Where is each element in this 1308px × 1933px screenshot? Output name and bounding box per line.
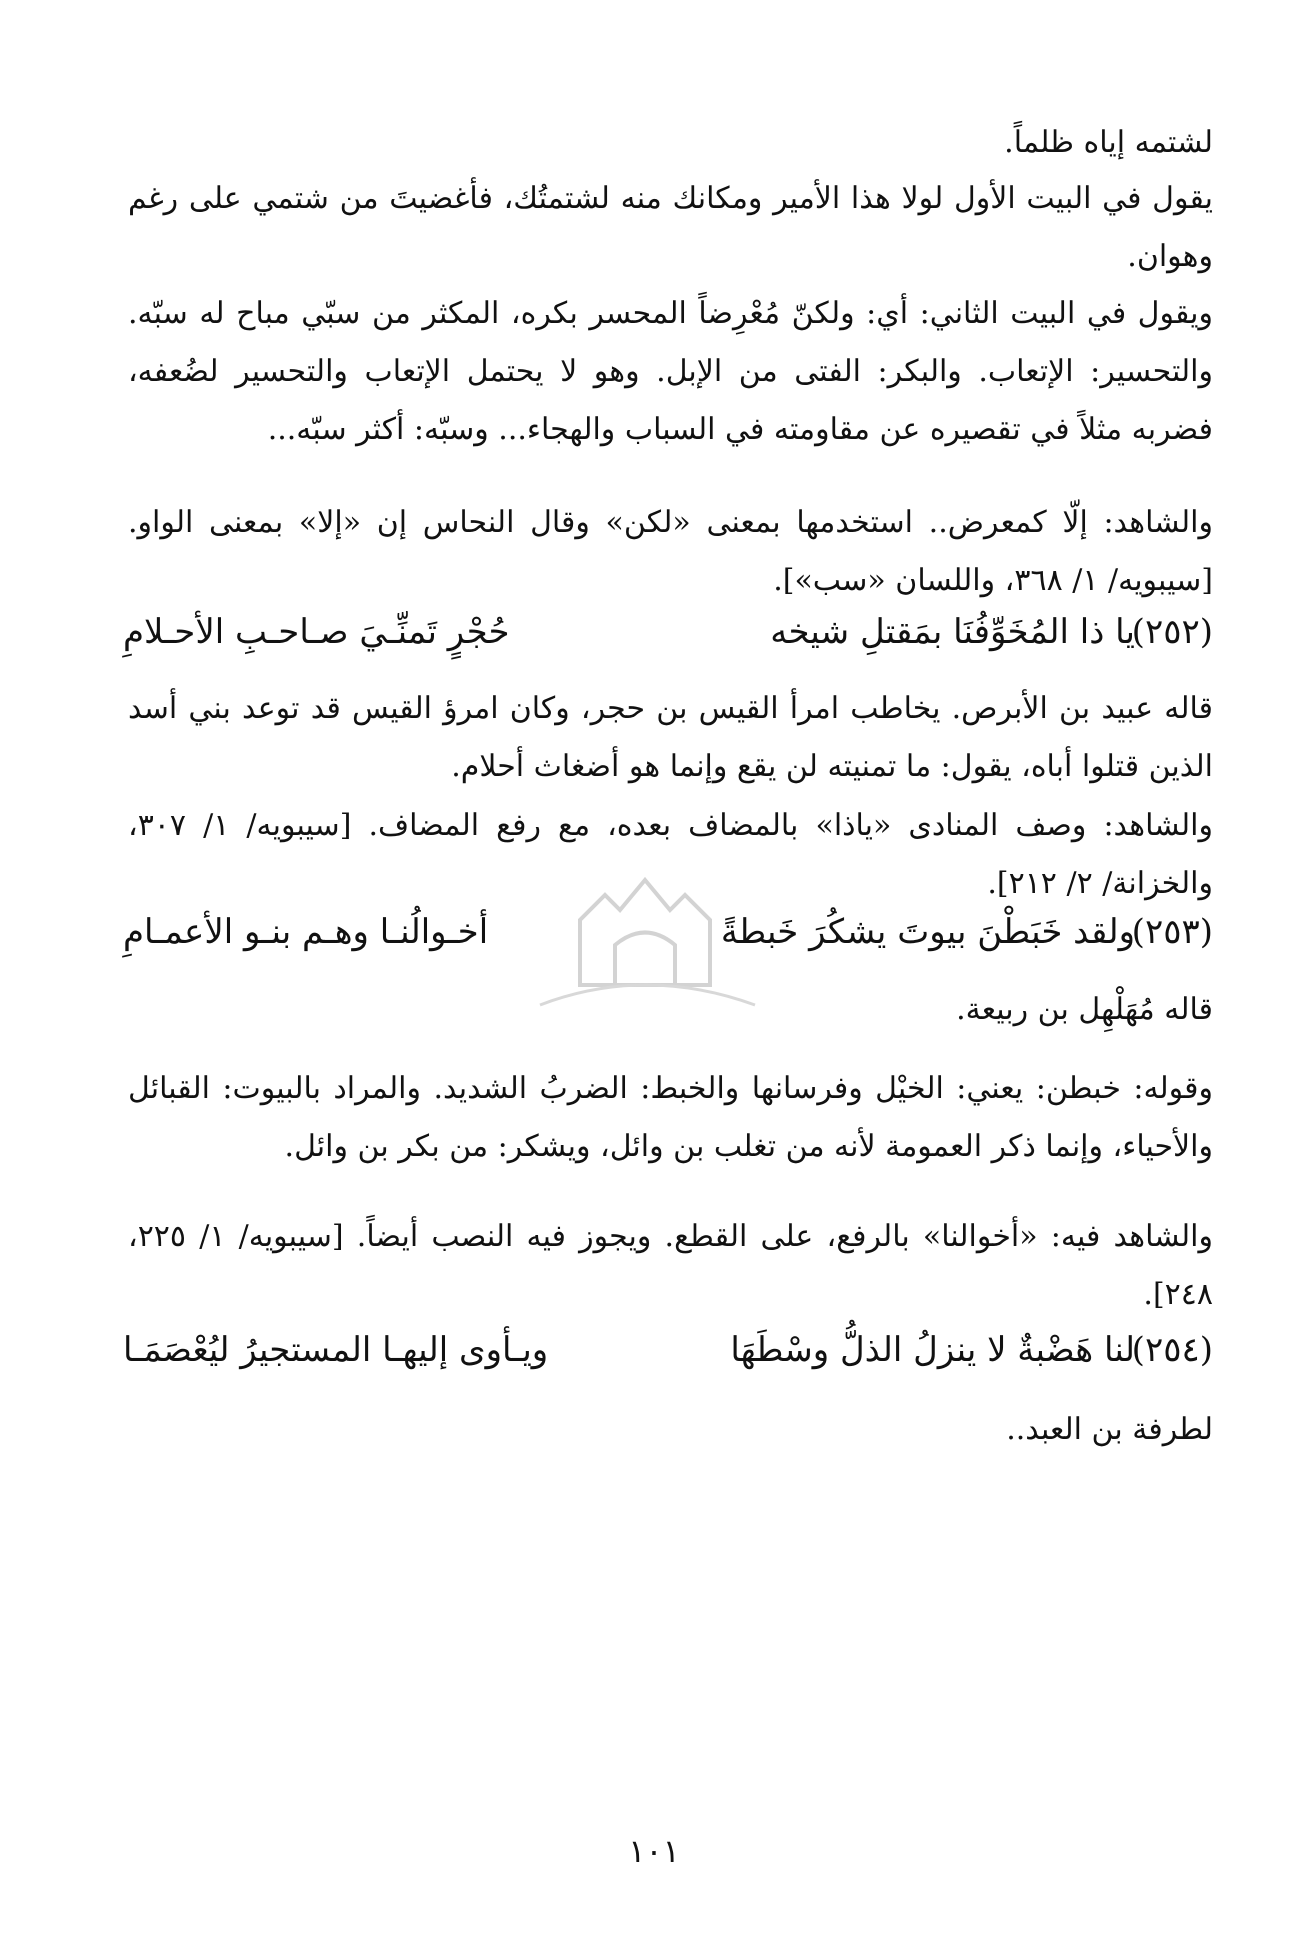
library-watermark-stamp — [520, 865, 770, 1025]
verse-number: (٢٥٣) — [1131, 912, 1213, 952]
verse-number: (٢٥٢) — [1131, 612, 1213, 652]
verse-second-hemistich: حُجْرٍ تَمنِّـيَ صـاحـبِ الأحـلامِ — [123, 612, 510, 652]
verse-number: (٢٥٤) — [1131, 1330, 1213, 1370]
paragraph-second-verse-explanation: ويقول في البيت الثاني: أي: ولكنّ مُعْرِضاً المحسر بكره، المكثر من سبّي مباح له سبّه. والتحسير: الإتعاب. والبكر: الفتى من الإبل. وهو لا يحتمل الإتعاب والتحسير لضُعفه، فضربه مثلاً في تقصيره عن مقاومته في السباب والهجاء... وسبّه: أكثر سبّه... — [128, 296, 1213, 447]
paragraph-253-explanation: وقوله: خبطن: يعني: الخيْل وفرسانها والخبط: الضربُ الشديد. والمراد بالبيوت: القبائل والأحياء، وإنما ذكر العمومة لأنه من تغلب بن وائل، ويشكر: من بكر بن وائل. — [128, 1071, 1213, 1164]
paragraph-254-attribution: لطرفة بن العبد.. — [1006, 1412, 1213, 1447]
paragraph-first-verse-explanation: يقول في البيت الأول لولا هذا الأمير ومكانك منه لشتمتُك، فأغضيتَ من شتمي على رغم وهوان. — [128, 181, 1213, 274]
verse-254 — [123, 1330, 1213, 1386]
paragraph-253-evidence: والشاهد فيه: «أخوالنا» بالرفع، على القطع. ويجوز فيه النصب أيضاً. [سيبويه/ ١/ ٢٢٥، ٢٤٨]. — [128, 1219, 1213, 1312]
verse-first-hemistich: يا ذا المُخَوِّفُنَا بمَقتلِ شيخه — [770, 612, 1135, 652]
paragraph-253-attribution: قاله مُهَلْهِل بن ربيعة. — [956, 992, 1213, 1027]
verse-first-hemistich: لنا هَضْبةٌ لا ينزلُ الذلُّ وسْطَهَا — [730, 1330, 1135, 1370]
verse-first-hemistich: ولقد خَبَطْنَ بيوتَ يشكُرَ خَبطةً — [720, 912, 1135, 952]
verse-second-hemistich: ويـأوى إليهـا المستجيرُ ليُعْصَمَـا — [123, 1330, 549, 1370]
paragraph-continuation: لشتمه إياه ظلماً. — [1004, 125, 1213, 160]
verse-second-hemistich: أخـوالُنـا وهـم بنـو الأعمـامِ — [123, 912, 489, 952]
paragraph-252-attribution: قاله عبيد بن الأبرص. يخاطب امرأ القيس بن حجر، وكان امرؤ القيس قد توعد بني أسد الذين قتلوا أباه، يقول: ما تمنيته لن يقع وإنما هو أضغاث أحلام. — [128, 691, 1213, 784]
verse-252 — [123, 612, 1213, 668]
paragraph-252-evidence: والشاهد: وصف المنادى «ياذا» بالمضاف بعده، مع رفع المضاف. [سيبويه/ ١/ ٣٠٧، والخزانة/ ٢/ ٢١٢]. — [128, 808, 1213, 901]
paragraph-evidence-250: والشاهد: إلّا كمعرض.. استخدمها بمعنى «لكن» وقال النحاس إن «إلا» بمعنى الواو. [سيبويه/ ١/ ٣٦٨، واللسان «سب»]. — [128, 505, 1213, 598]
page-number: ١٠١ — [628, 1832, 680, 1870]
